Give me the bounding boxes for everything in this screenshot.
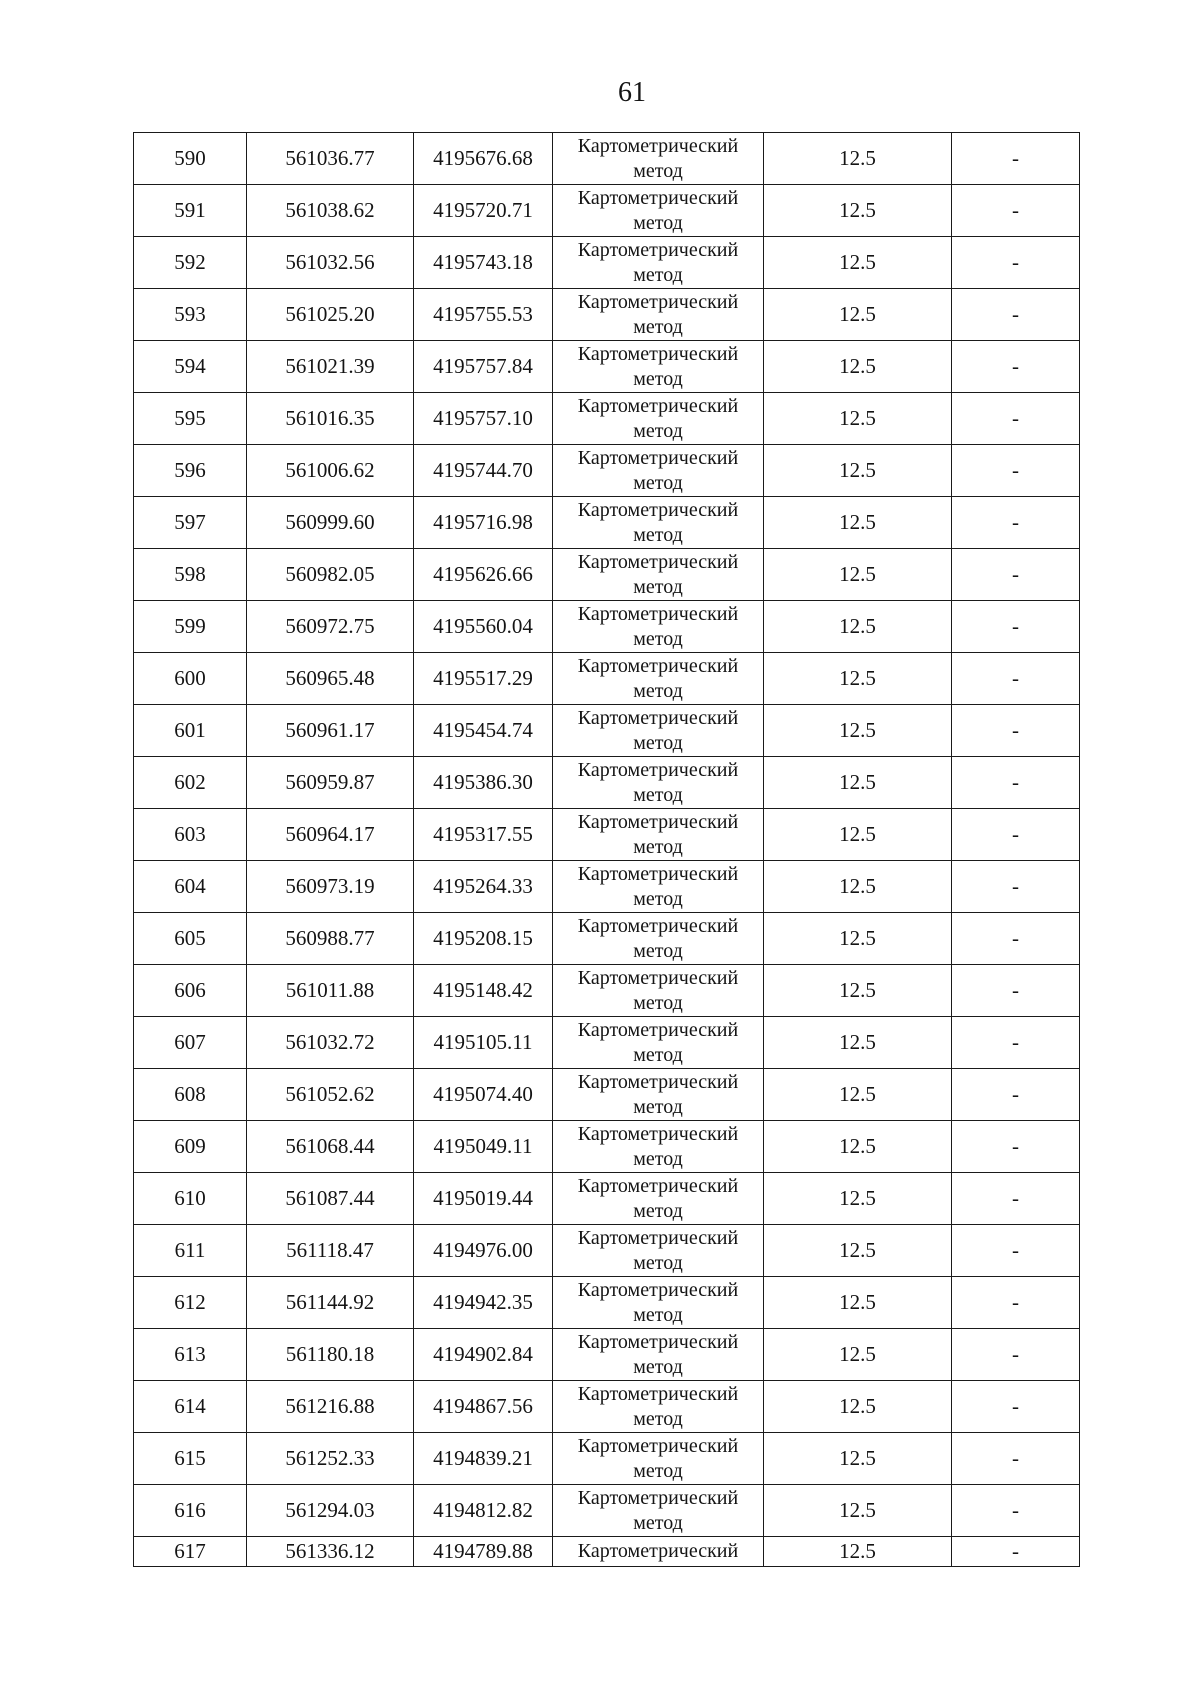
cell-point-number: 590 [134,133,247,185]
cell-accuracy: 12.5 [764,445,952,497]
cell-method [553,393,764,445]
cell-accuracy: 12.5 [764,1329,952,1381]
cell-y-coordinate: 4195744.70 [414,445,553,497]
cell-point-number: 610 [134,1173,247,1225]
cell-note: - [952,237,1080,289]
method-line: Картометрический [577,862,739,885]
method-line: Картометрический [577,602,739,625]
cell-point-number: 601 [134,705,247,757]
cell-note: - [952,1121,1080,1173]
cell-accuracy: 12.5 [764,393,952,445]
cell-accuracy: 12.5 [764,601,952,653]
cell-accuracy: 12.5 [764,497,952,549]
cell-method [553,1277,764,1329]
method-line: Картометрический [577,1018,739,1041]
cell-method [553,1121,764,1173]
cell-x-coordinate: 561294.03 [247,1485,414,1537]
cell-point-number: 598 [134,549,247,601]
cell-y-coordinate: 4195317.55 [414,809,553,861]
table-row [134,341,1080,393]
method-line: Картометрический [577,1486,739,1509]
table-row [134,705,1080,757]
cell-y-coordinate: 4195560.04 [414,601,553,653]
cell-accuracy: 12.5 [764,861,952,913]
cell-x-coordinate: 561032.56 [247,237,414,289]
cell-x-coordinate: 561180.18 [247,1329,414,1381]
cell-x-coordinate: 561025.20 [247,289,414,341]
cell-accuracy: 12.5 [764,289,952,341]
cell-note: - [952,601,1080,653]
cell-x-coordinate: 561118.47 [247,1225,414,1277]
method-line: метод [633,731,683,754]
method-line: Картометрический [577,498,739,521]
method-line: метод [633,1199,683,1222]
cell-y-coordinate: 4194867.56 [414,1381,553,1433]
table-row [134,861,1080,913]
cell-note: - [952,1069,1080,1121]
cell-x-coordinate: 560965.48 [247,653,414,705]
method-line: метод [633,991,683,1014]
cell-note: - [952,1537,1080,1567]
table-row [134,1329,1080,1381]
cell-y-coordinate: 4194789.88 [414,1537,553,1567]
cell-method [553,1017,764,1069]
method-line: Картометрический [577,186,739,209]
table-row [134,1433,1080,1485]
cell-y-coordinate: 4195517.29 [414,653,553,705]
table-row [134,1017,1080,1069]
table-row [134,1381,1080,1433]
method-line: метод [633,627,683,650]
cell-accuracy: 12.5 [764,1381,952,1433]
method-line: Картометрический [577,238,739,261]
cell-point-number: 617 [134,1537,247,1567]
cell-method [553,1329,764,1381]
cell-method [553,913,764,965]
cell-y-coordinate: 4194839.21 [414,1433,553,1485]
cell-x-coordinate: 561068.44 [247,1121,414,1173]
cell-accuracy: 12.5 [764,757,952,809]
cell-note: - [952,1225,1080,1277]
method-line: Картометрический [577,134,739,157]
cell-accuracy: 12.5 [764,1485,952,1537]
cell-y-coordinate: 4195626.66 [414,549,553,601]
method-line: метод [633,783,683,806]
cell-method [553,237,764,289]
cell-note: - [952,705,1080,757]
cell-note: - [952,1173,1080,1225]
cell-point-number: 603 [134,809,247,861]
cell-note: - [952,757,1080,809]
cell-method [553,133,764,185]
cell-point-number: 597 [134,497,247,549]
table-row [134,1121,1080,1173]
page-number: 61 [618,77,646,108]
cell-note: - [952,1017,1080,1069]
table-row [134,601,1080,653]
cell-y-coordinate: 4195454.74 [414,705,553,757]
cell-x-coordinate: 561006.62 [247,445,414,497]
table-row [134,497,1080,549]
cell-point-number: 593 [134,289,247,341]
cell-x-coordinate: 561021.39 [247,341,414,393]
cell-y-coordinate: 4195743.18 [414,237,553,289]
cell-accuracy: 12.5 [764,1121,952,1173]
cell-point-number: 599 [134,601,247,653]
table-row [134,1485,1080,1537]
cell-method [553,497,764,549]
cell-point-number: 594 [134,341,247,393]
cell-y-coordinate: 4195208.15 [414,913,553,965]
table-row [134,549,1080,601]
method-line: Картометрический [577,810,739,833]
method-line: Картометрический [577,1540,739,1562]
cell-accuracy: 12.5 [764,1277,952,1329]
method-line: Картометрический [577,914,739,937]
cell-note: - [952,809,1080,861]
table-row [134,653,1080,705]
cell-note: - [952,445,1080,497]
table-row [134,445,1080,497]
method-line: метод [633,419,683,442]
cell-method [553,1485,764,1537]
cell-y-coordinate: 4195148.42 [414,965,553,1017]
cell-point-number: 615 [134,1433,247,1485]
cell-y-coordinate: 4195755.53 [414,289,553,341]
cell-x-coordinate: 561032.72 [247,1017,414,1069]
method-line: метод [633,523,683,546]
cell-x-coordinate: 560973.19 [247,861,414,913]
cell-accuracy: 12.5 [764,913,952,965]
table-row [134,1537,1080,1567]
method-line: Картометрический [577,342,739,365]
cell-accuracy: 12.5 [764,237,952,289]
cell-note: - [952,185,1080,237]
table-row [134,1173,1080,1225]
cell-x-coordinate: 560964.17 [247,809,414,861]
cell-note: - [952,1277,1080,1329]
method-line: Картометрический [577,706,739,729]
method-line: Картометрический [577,966,739,989]
cell-accuracy: 12.5 [764,185,952,237]
cell-method [553,861,764,913]
cell-y-coordinate: 4195716.98 [414,497,553,549]
cell-accuracy: 12.5 [764,1433,952,1485]
cell-y-coordinate: 4194976.00 [414,1225,553,1277]
cell-method [553,1433,764,1485]
method-line: метод [633,1511,683,1534]
cell-method [553,1381,764,1433]
method-line: Картометрический [577,1434,739,1457]
cell-method [553,1537,764,1567]
cell-point-number: 604 [134,861,247,913]
cell-y-coordinate: 4195019.44 [414,1173,553,1225]
cell-method [553,757,764,809]
method-line: Картометрический [577,654,739,677]
cell-y-coordinate: 4195757.10 [414,393,553,445]
method-line: метод [633,1303,683,1326]
cell-note: - [952,341,1080,393]
method-line: метод [633,1043,683,1066]
method-line: Картометрический [577,1122,739,1145]
cell-y-coordinate: 4195074.40 [414,1069,553,1121]
cell-accuracy: 12.5 [764,705,952,757]
method-line: метод [633,679,683,702]
cell-note: - [952,289,1080,341]
method-line: Картометрический [577,550,739,573]
method-line: метод [633,159,683,182]
cell-point-number: 595 [134,393,247,445]
cell-note: - [952,1381,1080,1433]
table-row [134,393,1080,445]
cell-point-number: 600 [134,653,247,705]
cell-x-coordinate: 560961.17 [247,705,414,757]
cell-accuracy: 12.5 [764,1225,952,1277]
cell-accuracy: 12.5 [764,341,952,393]
cell-method [553,965,764,1017]
cell-y-coordinate: 4194812.82 [414,1485,553,1537]
cell-y-coordinate: 4195049.11 [414,1121,553,1173]
cell-y-coordinate: 4195676.68 [414,133,553,185]
method-line: метод [633,887,683,910]
cell-point-number: 591 [134,185,247,237]
cell-point-number: 614 [134,1381,247,1433]
cell-y-coordinate: 4195720.71 [414,185,553,237]
cell-accuracy: 12.5 [764,1069,952,1121]
cell-y-coordinate: 4195105.11 [414,1017,553,1069]
cell-x-coordinate: 561216.88 [247,1381,414,1433]
method-line: Картометрический [577,1330,739,1353]
cell-note: - [952,1485,1080,1537]
cell-note: - [952,1329,1080,1381]
cell-point-number: 609 [134,1121,247,1173]
method-line: метод [633,835,683,858]
cell-x-coordinate: 561087.44 [247,1173,414,1225]
method-line: Картометрический [577,1278,739,1301]
method-line: Картометрический [577,758,739,781]
cell-x-coordinate: 560972.75 [247,601,414,653]
table-row [134,757,1080,809]
cell-accuracy: 12.5 [764,1173,952,1225]
method-line: метод [633,1251,683,1274]
cell-x-coordinate: 561016.35 [247,393,414,445]
table-row [134,913,1080,965]
cell-x-coordinate: 561336.12 [247,1537,414,1567]
method-line: метод [633,367,683,390]
cell-point-number: 613 [134,1329,247,1381]
cell-point-number: 611 [134,1225,247,1277]
method-line: метод [633,1095,683,1118]
cell-x-coordinate: 561036.77 [247,133,414,185]
table-row [134,133,1080,185]
cell-x-coordinate: 561011.88 [247,965,414,1017]
cell-method [553,1069,764,1121]
method-line: Картометрический [577,1174,739,1197]
cell-method [553,289,764,341]
cell-method [553,185,764,237]
cell-note: - [952,133,1080,185]
cell-accuracy: 12.5 [764,965,952,1017]
cell-note: - [952,965,1080,1017]
method-line: Картометрический [577,446,739,469]
cell-accuracy: 12.5 [764,549,952,601]
method-line: Картометрический [577,1382,739,1405]
method-line: метод [633,315,683,338]
cell-accuracy: 12.5 [764,133,952,185]
cell-method [553,653,764,705]
cell-method [553,1225,764,1277]
cell-accuracy: 12.5 [764,809,952,861]
table-row [134,185,1080,237]
cell-note: - [952,393,1080,445]
method-line: метод [633,939,683,962]
cell-method [553,1173,764,1225]
cell-point-number: 616 [134,1485,247,1537]
cell-x-coordinate: 561052.62 [247,1069,414,1121]
cell-method [553,809,764,861]
cell-note: - [952,653,1080,705]
cell-accuracy: 12.5 [764,653,952,705]
table-row [134,1225,1080,1277]
cell-x-coordinate: 561252.33 [247,1433,414,1485]
cell-x-coordinate: 560988.77 [247,913,414,965]
cell-x-coordinate: 560999.60 [247,497,414,549]
table-row [134,1069,1080,1121]
cell-point-number: 602 [134,757,247,809]
method-line: метод [633,1459,683,1482]
cell-note: - [952,497,1080,549]
cell-point-number: 606 [134,965,247,1017]
cell-note: - [952,549,1080,601]
table-body [134,133,1080,1567]
cell-x-coordinate: 560982.05 [247,549,414,601]
table-row [134,237,1080,289]
cell-point-number: 596 [134,445,247,497]
cell-method [553,549,764,601]
cell-y-coordinate: 4195386.30 [414,757,553,809]
cell-point-number: 612 [134,1277,247,1329]
table-row [134,1277,1080,1329]
cell-y-coordinate: 4194902.84 [414,1329,553,1381]
method-line: метод [633,1355,683,1378]
method-line: метод [633,263,683,286]
cell-note: - [952,913,1080,965]
cell-note: - [952,1433,1080,1485]
cell-x-coordinate: 561038.62 [247,185,414,237]
cell-y-coordinate: 4194942.35 [414,1277,553,1329]
cell-point-number: 592 [134,237,247,289]
cell-x-coordinate: 560959.87 [247,757,414,809]
method-line: Картометрический [577,1070,739,1093]
method-line: Картометрический [577,1226,739,1249]
cell-method [553,601,764,653]
table-row [134,965,1080,1017]
cell-method [553,445,764,497]
method-line: метод [633,575,683,598]
cell-point-number: 608 [134,1069,247,1121]
cell-point-number: 605 [134,913,247,965]
cell-accuracy: 12.5 [764,1017,952,1069]
method-line: метод [633,1147,683,1170]
method-line: Картометрический [577,290,739,313]
cell-y-coordinate: 4195264.33 [414,861,553,913]
cell-note: - [952,861,1080,913]
cell-method [553,705,764,757]
cell-y-coordinate: 4195757.84 [414,341,553,393]
method-line: Картометрический [577,394,739,417]
cell-x-coordinate: 561144.92 [247,1277,414,1329]
cell-point-number: 607 [134,1017,247,1069]
cell-accuracy: 12.5 [764,1537,952,1567]
method-line: метод [633,471,683,494]
table-row [134,289,1080,341]
method-line: метод [633,1407,683,1430]
cell-method [553,341,764,393]
table-row [134,809,1080,861]
coordinates-table [133,132,1080,1567]
method-line: метод [633,211,683,234]
